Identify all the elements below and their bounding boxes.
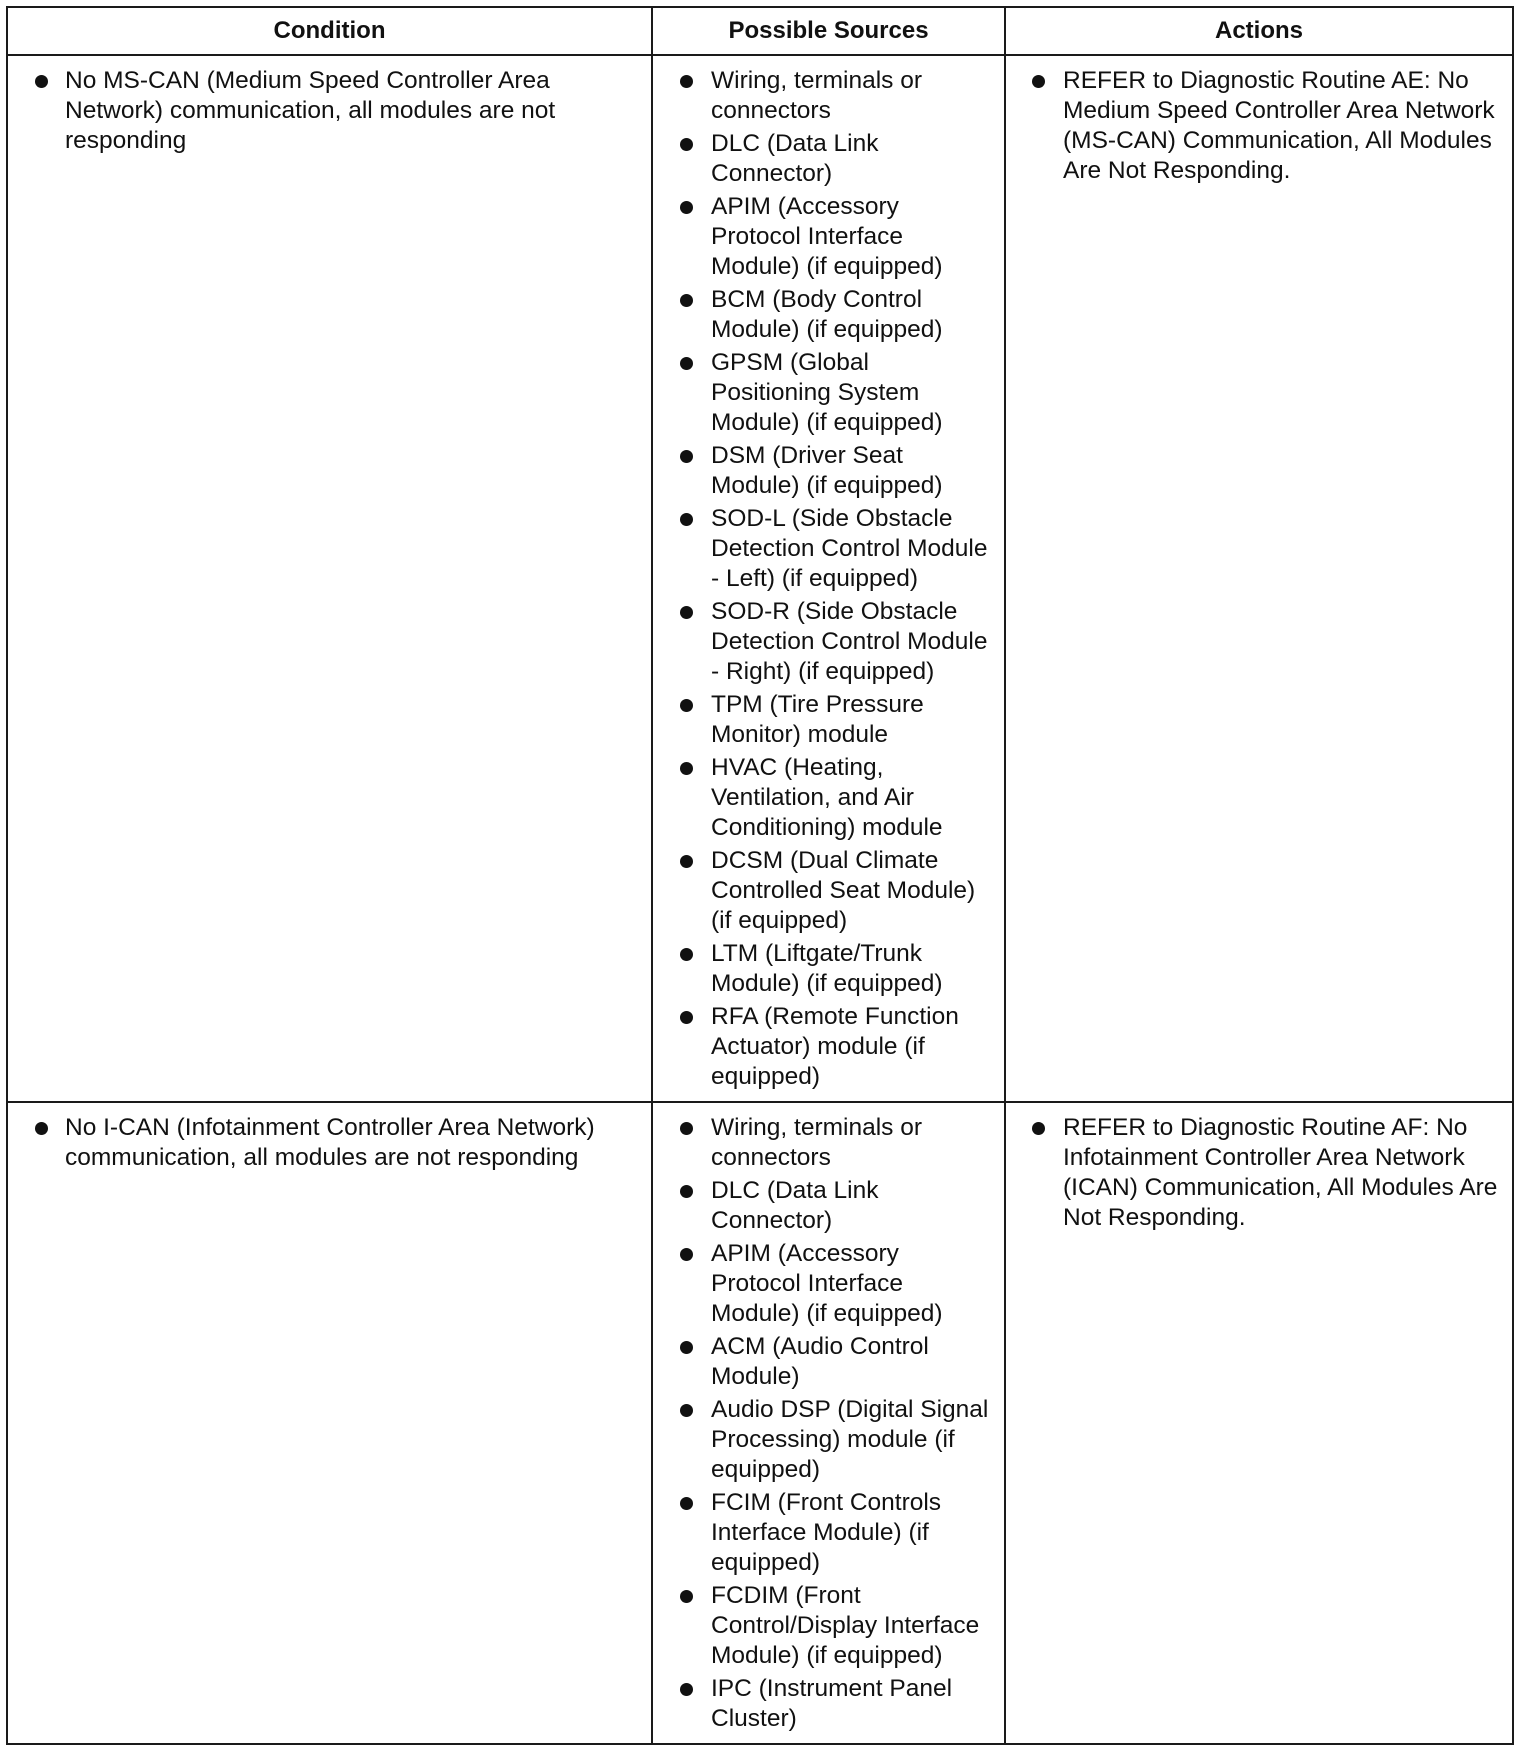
header-condition: Condition — [7, 7, 652, 55]
bullet-icon — [680, 948, 693, 961]
source-text: DSM (Driver Seat Module) (if equipped) — [711, 442, 943, 499]
bullet-icon — [680, 1122, 693, 1135]
bullet-icon — [680, 1011, 693, 1024]
condition-text: No I-CAN (Infotainment Controller Area Network) communication, all modules are not responding — [65, 1114, 595, 1171]
bullet-icon — [680, 1590, 693, 1603]
list-item — [653, 1488, 994, 1578]
action-cell — [1005, 1102, 1513, 1744]
table-row-i-can — [7, 1102, 1513, 1744]
bullet-icon — [680, 75, 693, 88]
list-item — [653, 597, 994, 687]
condition-text: No MS-CAN (Medium Speed Controller Area Network) communication, all modules are not responding — [65, 67, 556, 154]
source-text: APIM (Accessory Protocol Interface Module) (if equipped) — [711, 1240, 943, 1327]
bullet-icon — [680, 513, 693, 526]
list-item — [653, 1113, 994, 1173]
header-actions: Actions — [1005, 7, 1513, 55]
bullet-icon — [680, 699, 693, 712]
list-item — [653, 285, 994, 345]
bullet-icon — [1032, 1122, 1045, 1135]
list-item — [653, 66, 994, 126]
source-text: DLC (Data Link Connector) — [711, 1177, 879, 1234]
source-text: FCDIM (Front Control/Display Interface Module) (if equipped) — [711, 1582, 980, 1669]
list-item — [653, 441, 994, 501]
sources-cell — [652, 55, 1005, 1102]
bullet-icon — [1032, 75, 1045, 88]
bullet-icon — [680, 357, 693, 370]
source-text: LTM (Liftgate/Trunk Module) (if equipped) — [711, 940, 943, 997]
bullet-icon — [680, 855, 693, 868]
source-text: DCSM (Dual Climate Controlled Seat Module) (if equipped) — [711, 847, 976, 934]
bullet-icon — [680, 138, 693, 151]
list-item — [653, 1002, 994, 1092]
condition-cell — [7, 1102, 652, 1744]
list-item — [653, 504, 994, 594]
bullet-icon — [680, 762, 693, 775]
list-item — [653, 753, 994, 843]
action-cell — [1005, 55, 1513, 1102]
source-text: RFA (Remote Function Actuator) module (if equipped) — [711, 1003, 959, 1090]
list-item — [653, 1176, 994, 1236]
list-item — [653, 1395, 994, 1485]
table-row-ms-can — [7, 55, 1513, 1102]
bullet-icon — [680, 450, 693, 463]
bullet-icon — [680, 294, 693, 307]
bullet-icon — [35, 1122, 48, 1135]
list-item — [653, 1239, 994, 1329]
action-text: REFER to Diagnostic Routine AE: No Medium Speed Controller Area Network (MS-CAN) Communication, All Modules Are Not Responding. — [1063, 67, 1495, 184]
list-item — [653, 1332, 994, 1392]
source-text: IPC (Instrument Panel Cluster) — [711, 1675, 953, 1732]
source-text: HVAC (Heating, Ventilation, and Air Conditioning) module — [711, 754, 943, 841]
list-item — [8, 66, 641, 156]
source-text: ACM (Audio Control Module) — [711, 1333, 929, 1390]
source-text: Wiring, terminals or connectors — [711, 1114, 923, 1171]
list-item — [653, 690, 994, 750]
bullet-icon — [35, 75, 48, 88]
header-row — [7, 7, 1513, 55]
list-item — [653, 1581, 994, 1671]
bullet-icon — [680, 606, 693, 619]
action-text: REFER to Diagnostic Routine AF: No Infotainment Controller Area Network (ICAN) Communication, All Modules Are Not Responding. — [1063, 1114, 1498, 1231]
diagnostic-table — [6, 6, 1514, 1745]
list-item — [1006, 66, 1502, 186]
bullet-icon — [680, 1248, 693, 1261]
source-text: TPM (Tire Pressure Monitor) module — [711, 691, 924, 748]
condition-cell — [7, 55, 652, 1102]
bullet-icon — [680, 1497, 693, 1510]
list-item — [653, 348, 994, 438]
source-text: Wiring, terminals or connectors — [711, 67, 923, 124]
source-text: SOD-R (Side Obstacle Detection Control Module - Right) (if equipped) — [711, 598, 988, 685]
list-item — [653, 939, 994, 999]
list-item — [653, 846, 994, 936]
list-item — [653, 192, 994, 282]
list-item — [653, 129, 994, 189]
source-text: BCM (Body Control Module) (if equipped) — [711, 286, 943, 343]
header-possible-sources: Possible Sources — [652, 7, 1005, 55]
sources-cell — [652, 1102, 1005, 1744]
bullet-icon — [680, 201, 693, 214]
bullet-icon — [680, 1683, 693, 1696]
list-item — [8, 1113, 641, 1173]
bullet-icon — [680, 1404, 693, 1417]
bullet-icon — [680, 1185, 693, 1198]
list-item — [1006, 1113, 1502, 1233]
source-text: APIM (Accessory Protocol Interface Module) (if equipped) — [711, 193, 943, 280]
source-text: GPSM (Global Positioning System Module) (if equipped) — [711, 349, 943, 436]
source-text: Audio DSP (Digital Signal Processing) module (if equipped) — [711, 1396, 989, 1483]
source-text: SOD-L (Side Obstacle Detection Control Module - Left) (if equipped) — [711, 505, 988, 592]
list-item — [653, 1674, 994, 1734]
bullet-icon — [680, 1341, 693, 1354]
source-text: FCIM (Front Controls Interface Module) (if equipped) — [711, 1489, 942, 1576]
source-text: DLC (Data Link Connector) — [711, 130, 879, 187]
